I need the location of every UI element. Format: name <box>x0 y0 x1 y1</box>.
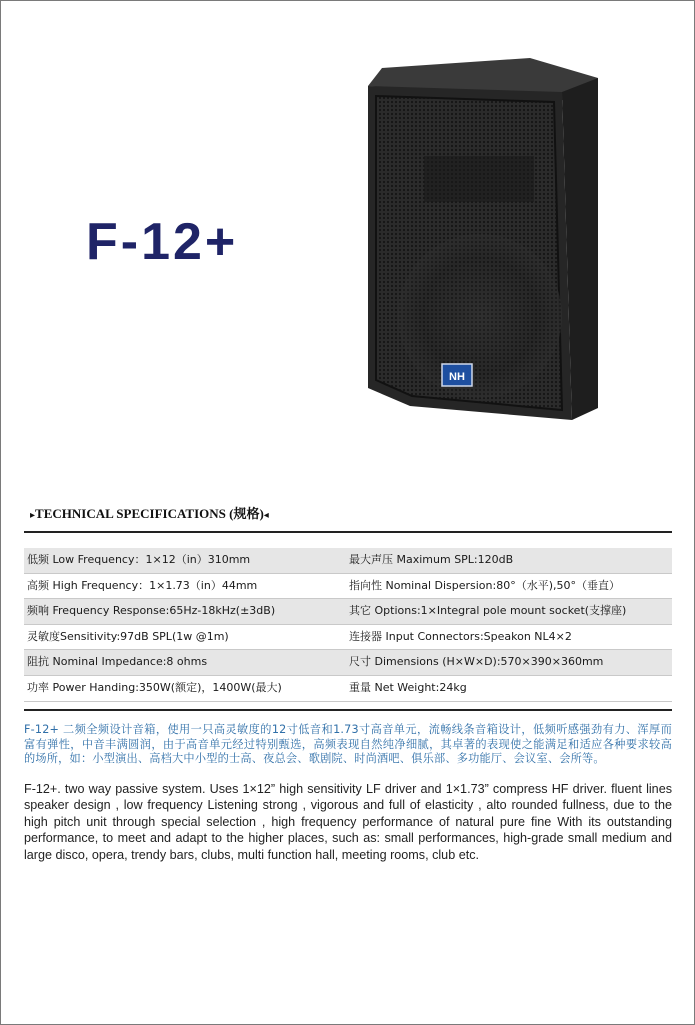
spec-row <box>24 676 672 702</box>
spec-row <box>24 625 672 651</box>
spec-cell-left: 低频 Low Frequency：1×12（in）310mm <box>27 553 251 566</box>
spec-cell-left: 频响 Frequency Response:65Hz-18kHz(±3dB) <box>27 604 276 618</box>
spec-cell-left: 高频 High Frequency：1×1.73（in）44mm <box>27 578 258 592</box>
spec-heading-text: TECHNICAL SPECIFICATIONS (规格) <box>35 506 264 521</box>
spec-table <box>24 548 672 702</box>
brand-badge-text: NH <box>449 371 465 383</box>
speaker-illustration <box>362 48 602 428</box>
spec-cell-right: 最大声压 Maximum SPL:120dB <box>349 553 514 566</box>
model-title: F-12+ <box>86 213 239 271</box>
spec-cell-left: 功率 Power Handing:350W(额定)，1400W(最大) <box>27 680 282 694</box>
spec-cell-right: 指向性 Nominal Dispersion:80°（水平),50°（垂直） <box>349 578 620 592</box>
spec-cell-right: 其它 Options:1×Integral pole mount socket(支撑座) <box>349 604 627 618</box>
spec-rule-top <box>24 531 672 533</box>
heading-marker-left: ▸ <box>30 510 36 521</box>
hf-horn <box>424 156 534 202</box>
heading-marker-right: ◂ <box>263 510 269 521</box>
spec-cell-left: 灵敏度Sensitivity:97dB SPL(1w @1m) <box>27 629 229 643</box>
spec-row <box>24 650 672 676</box>
spec-cell-right: 连接器 Input Connectors:Speakon NL4×2 <box>349 629 572 643</box>
spec-row <box>24 548 672 574</box>
spec-cell-right: 尺寸 Dimensions (H×W×D):570×390×360mm <box>349 655 604 669</box>
spec-row-separator <box>24 701 672 702</box>
spec-rule-bottom <box>24 709 672 711</box>
spec-cell-left: 阻抗 Nominal Impedance:8 ohms <box>27 655 208 669</box>
description-english: F-12+. two way passive system. Uses 1×12” high sensitivity LF driver and 1×1.73” compress HF driver. fluent lines speaker design , low frequency Listening strong , vigorous and full of elasticity , alto rounded fullness, due to the high pitch unit through special selection , high frequency performance of natural pure fine With its outstanding performance, to meet and adapt to the higher places, such as: small performances, high-grade small medium and large disco, opera, trendy bars, clubs, multi function hall, meeting rooms, club etc. <box>24 782 672 862</box>
speaker-image <box>362 48 602 428</box>
spec-row <box>24 574 672 600</box>
spec-row <box>24 599 672 625</box>
spec-heading <box>30 503 269 522</box>
description-chinese: F-12+ 二频全频设计音箱，使用一只高灵敏度的12寸低音和1.73寸高音单元，流畅线条音箱设计，低频听感强劲有力、浑厚而富有弹性，中音丰满圆润，由于高音单元经过特别甄选，高频表现自然纯净细腻，其卓著的表现使之能满足和适应各种要求较高的场所，如：小型演出、高档大中小型的士高、夜总会、歌剧院、时尚酒吧、俱乐部、多功能厅、会议室、会所等。 <box>24 723 672 765</box>
spec-cell-right: 重量 Net Weight:24kg <box>349 680 467 694</box>
